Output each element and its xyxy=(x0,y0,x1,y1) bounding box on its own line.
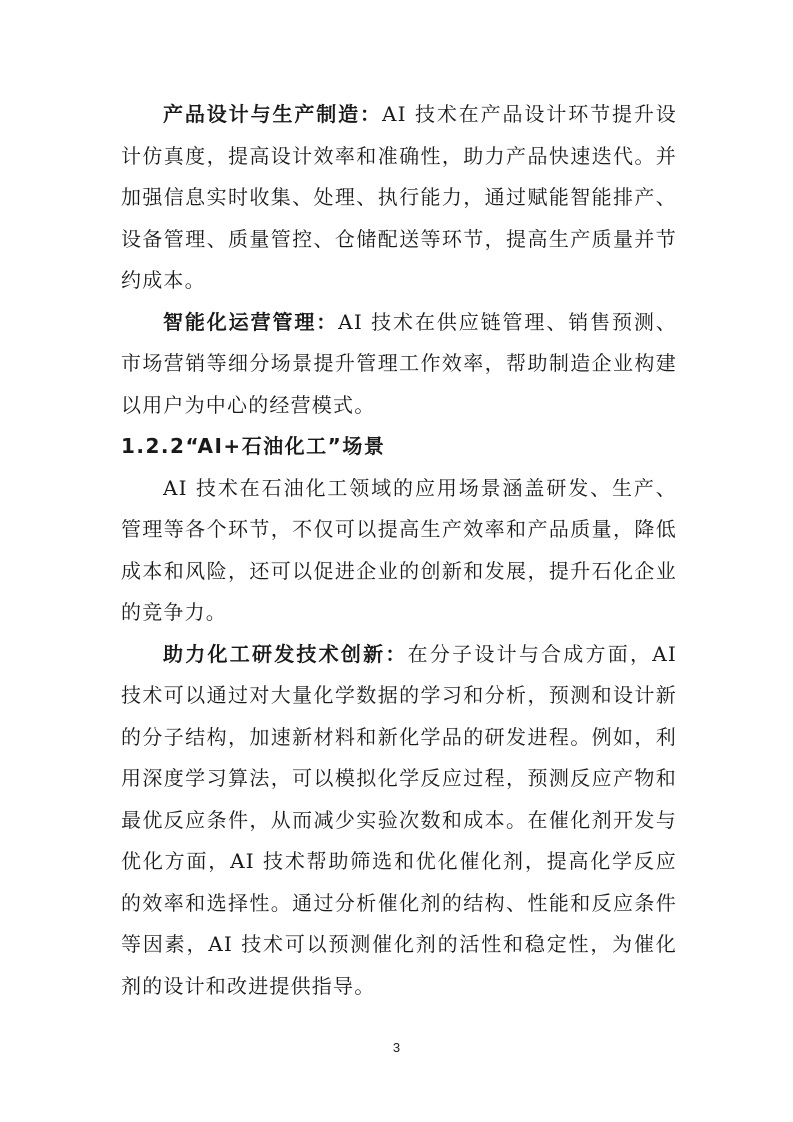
paragraph-text: AI 技术在供应链管理、销售预测、市场营销等细分场景提升管理工作效率，帮助制造企业构建以用户为中心的经营模式。 xyxy=(121,309,677,417)
paragraph-rd-innovation xyxy=(121,634,677,1008)
paragraph-petrochem-intro xyxy=(121,468,677,634)
paragraph-text: 在分子设计与合成方面，AI 技术可以通过对大量化学数据的学习和分析，预测和设计新的分子结构，加速新材料和新化学品的研发进程。例如，利用深度学习算法，可以模拟化学反应过程，预测反应产物和最优反应条件，从而减少实验次数和成本。在催化剂开发与优化方面，AI 技术帮助筛选和优化催化剂，提高化学反应的效率和选择性。通过分析催化剂的结构、性能和反应条件等因素，AI 技术可以预测催化剂的活性和稳定性，为催化剂的设计和改进提供指导。 xyxy=(121,641,677,998)
paragraph-text: AI 技术在产品设计环节提升设计仿真度，提高设计效率和准确性，助力产品快速迭代。并加强信息实时收集、处理、执行能力，通过赋能智能排产、设备管理、质量管控、仓储配送等环节，提高生产质量并节约成本。 xyxy=(121,102,677,292)
paragraph-lead: 产品设计与生产制造： xyxy=(163,102,382,126)
page-number: 3 xyxy=(392,1040,401,1055)
paragraph-product-design xyxy=(121,94,677,302)
paragraph-text: AI 技术在石油化工领域的应用场景涵盖研发、生产、管理等各个环节，不仅可以提高生产效率和产品质量，降低成本和风险，还可以促进企业的创新和发展，提升石化企业的竞争力。 xyxy=(121,475,677,624)
paragraph-lead: 智能化运营管理： xyxy=(163,309,339,334)
paragraph-lead: 助力化工研发技术创新： xyxy=(163,641,408,666)
document-body xyxy=(121,94,677,1007)
paragraph-operations xyxy=(121,302,677,427)
section-heading: 1.2.2“AI+石油化工”场景 xyxy=(121,434,386,458)
